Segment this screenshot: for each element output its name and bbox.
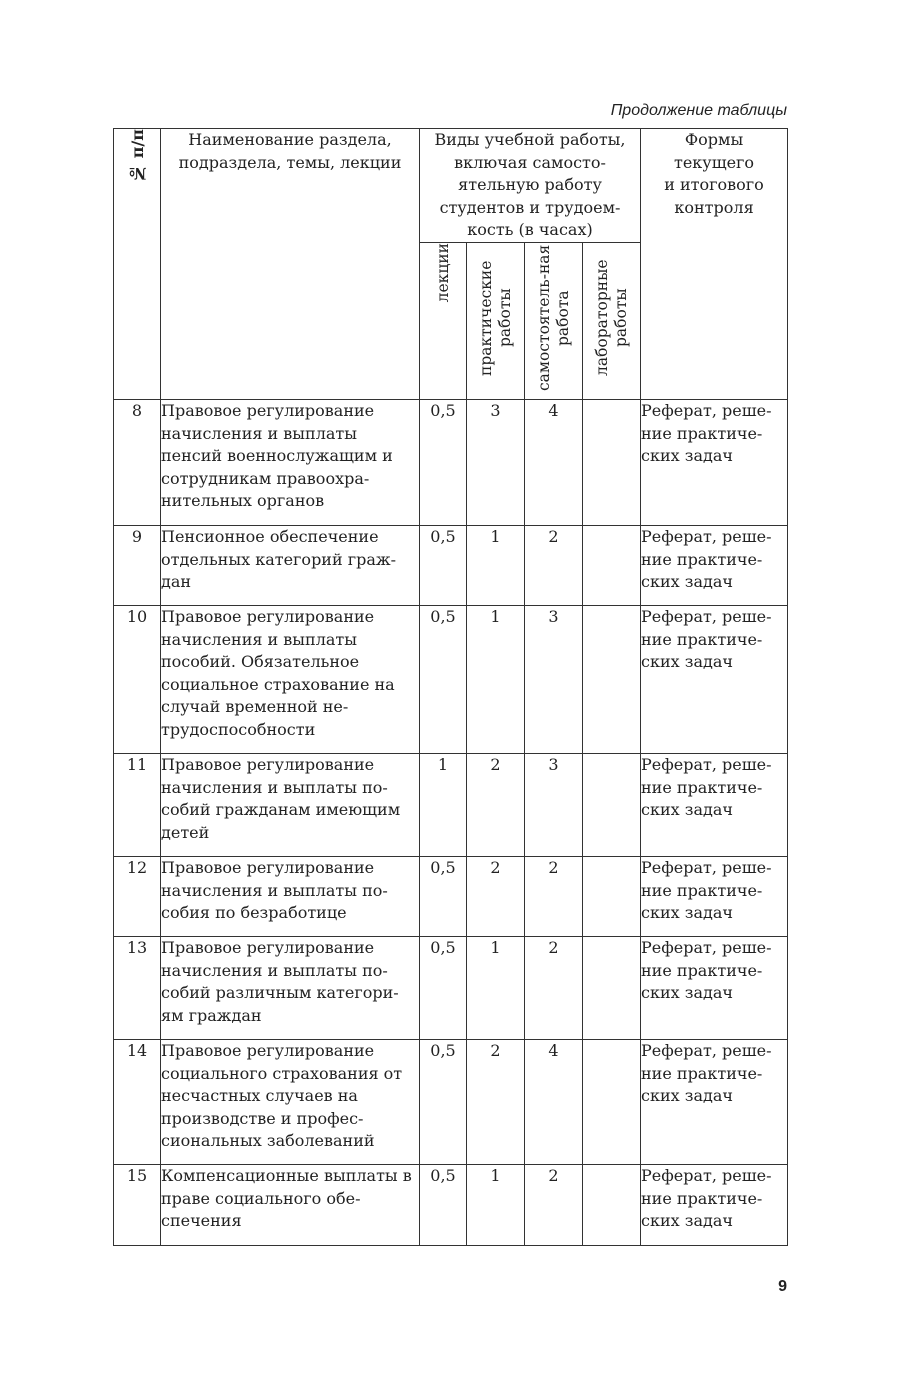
header-work-types	[420, 129, 641, 243]
row-independent: 2	[525, 526, 583, 606]
table-row	[114, 1165, 788, 1246]
row-name: Правовое регулирование начисления и выплаты по-собий гражданам имеющим детей	[161, 754, 420, 857]
row-name: Правовое регулирование начисления и выплаты по-собий различным категори-ям граждан	[161, 937, 420, 1040]
row-name: Компенсационные выплаты в праве социального обе-спечения	[161, 1165, 420, 1246]
header-forms-line: и итогового	[664, 175, 764, 194]
header-laboratory-label: лабораторные работы	[592, 259, 630, 376]
row-number: 14	[114, 1040, 161, 1165]
header-number-label: № п/п	[127, 129, 147, 183]
row-lectures: 0,5	[420, 400, 467, 526]
row-independent: 2	[525, 857, 583, 937]
row-laboratory	[583, 1165, 641, 1246]
table-row	[114, 1040, 788, 1165]
row-name: Правовое регулирование начисления и выплаты пенсий военнослужащим и сотрудникам правоохра-нительных органов	[161, 400, 420, 526]
row-independent: 4	[525, 400, 583, 526]
row-laboratory	[583, 606, 641, 754]
row-independent: 3	[525, 754, 583, 857]
continuation-caption: Продолжение таблицы	[610, 102, 787, 119]
table-row	[114, 857, 788, 937]
row-lectures: 0,5	[420, 526, 467, 606]
header-work-types-line: Виды учебной работы,	[434, 130, 626, 149]
row-name: Пенсионное обеспечение отдельных категорий граж-дан	[161, 526, 420, 606]
header-work-types-line: включая самосто-	[454, 152, 606, 172]
row-practical: 2	[467, 857, 525, 937]
header-forms-line: текущего	[673, 152, 755, 172]
row-number: 11	[114, 754, 161, 857]
row-laboratory	[583, 400, 641, 526]
row-laboratory	[583, 754, 641, 857]
row-independent: 2	[525, 937, 583, 1040]
row-number: 13	[114, 937, 161, 1040]
row-lectures: 0,5	[420, 937, 467, 1040]
header-work-types-line: кость (в часах)	[467, 220, 593, 239]
table-row	[114, 606, 788, 754]
row-forms: Реферат, реше-ние практиче-ских задач	[641, 754, 788, 857]
row-forms: Реферат, реше-ние практиче-ских задач	[641, 857, 788, 937]
row-forms: Реферат, реше-ние практиче-ских задач	[641, 400, 788, 526]
header-row-top	[114, 129, 788, 243]
row-lectures: 1	[420, 754, 467, 857]
row-forms: Реферат, реше-ние практиче-ских задач	[641, 937, 788, 1040]
header-forms	[641, 129, 788, 400]
header-laboratory	[583, 242, 641, 400]
row-lectures: 0,5	[420, 1165, 467, 1246]
header-practical-label: практические работы	[476, 259, 514, 376]
row-independent: 4	[525, 1040, 583, 1165]
header-work-types-line: студентов и трудоем-	[439, 197, 621, 217]
row-practical: 1	[467, 937, 525, 1040]
row-name: Правовое регулирование начисления и выплаты пособий. Обязательное социальное страхование на случай временной не-трудоспособности	[161, 606, 420, 754]
header-practical	[467, 242, 525, 400]
row-number: 9	[114, 526, 161, 606]
header-lectures	[420, 242, 467, 400]
row-independent: 3	[525, 606, 583, 754]
header-forms-line: Формы	[684, 130, 744, 149]
table-row	[114, 754, 788, 857]
row-independent: 2	[525, 1165, 583, 1246]
row-practical: 1	[467, 606, 525, 754]
row-laboratory	[583, 526, 641, 606]
row-practical: 2	[467, 754, 525, 857]
row-lectures: 0,5	[420, 1040, 467, 1165]
table-row	[114, 526, 788, 606]
row-forms: Реферат, реше-ние практиче-ских задач	[641, 1165, 788, 1246]
row-forms: Реферат, реше-ние практиче-ских задач	[641, 526, 788, 606]
table-row	[114, 937, 788, 1040]
row-name: Правовое регулирование начисления и выплаты по-собия по безработице	[161, 857, 420, 937]
row-practical: 3	[467, 400, 525, 526]
table-row	[114, 400, 788, 526]
row-lectures: 0,5	[420, 606, 467, 754]
row-laboratory	[583, 857, 641, 937]
row-practical: 1	[467, 1165, 525, 1246]
header-work-types-line: ятельную работу	[458, 175, 602, 194]
row-practical: 2	[467, 1040, 525, 1165]
row-number: 12	[114, 857, 161, 937]
header-number	[114, 129, 161, 400]
curriculum-table	[113, 128, 788, 1246]
row-laboratory	[583, 1040, 641, 1165]
header-lectures-label: лекции	[433, 242, 452, 302]
row-forms: Реферат, реше-ние практиче-ских задач	[641, 606, 788, 754]
page-number: 9	[778, 1278, 787, 1295]
header-forms-line: контроля	[674, 197, 754, 217]
row-laboratory	[583, 937, 641, 1040]
row-lectures: 0,5	[420, 857, 467, 937]
header-name	[161, 129, 420, 400]
header-name-label: Наименование раздела, подраздела, темы, лекции	[178, 130, 402, 172]
row-number: 15	[114, 1165, 161, 1246]
row-number: 8	[114, 400, 161, 526]
row-practical: 1	[467, 526, 525, 606]
row-name: Правовое регулирование социального страхования от несчастных случаев на производстве и профес-сиональных заболеваний	[161, 1040, 420, 1165]
row-number: 10	[114, 606, 161, 754]
header-independent-label: самостоятель-ная работа	[534, 244, 572, 391]
header-independent	[525, 242, 583, 400]
row-forms: Реферат, реше-ние практиче-ских задач	[641, 1040, 788, 1165]
